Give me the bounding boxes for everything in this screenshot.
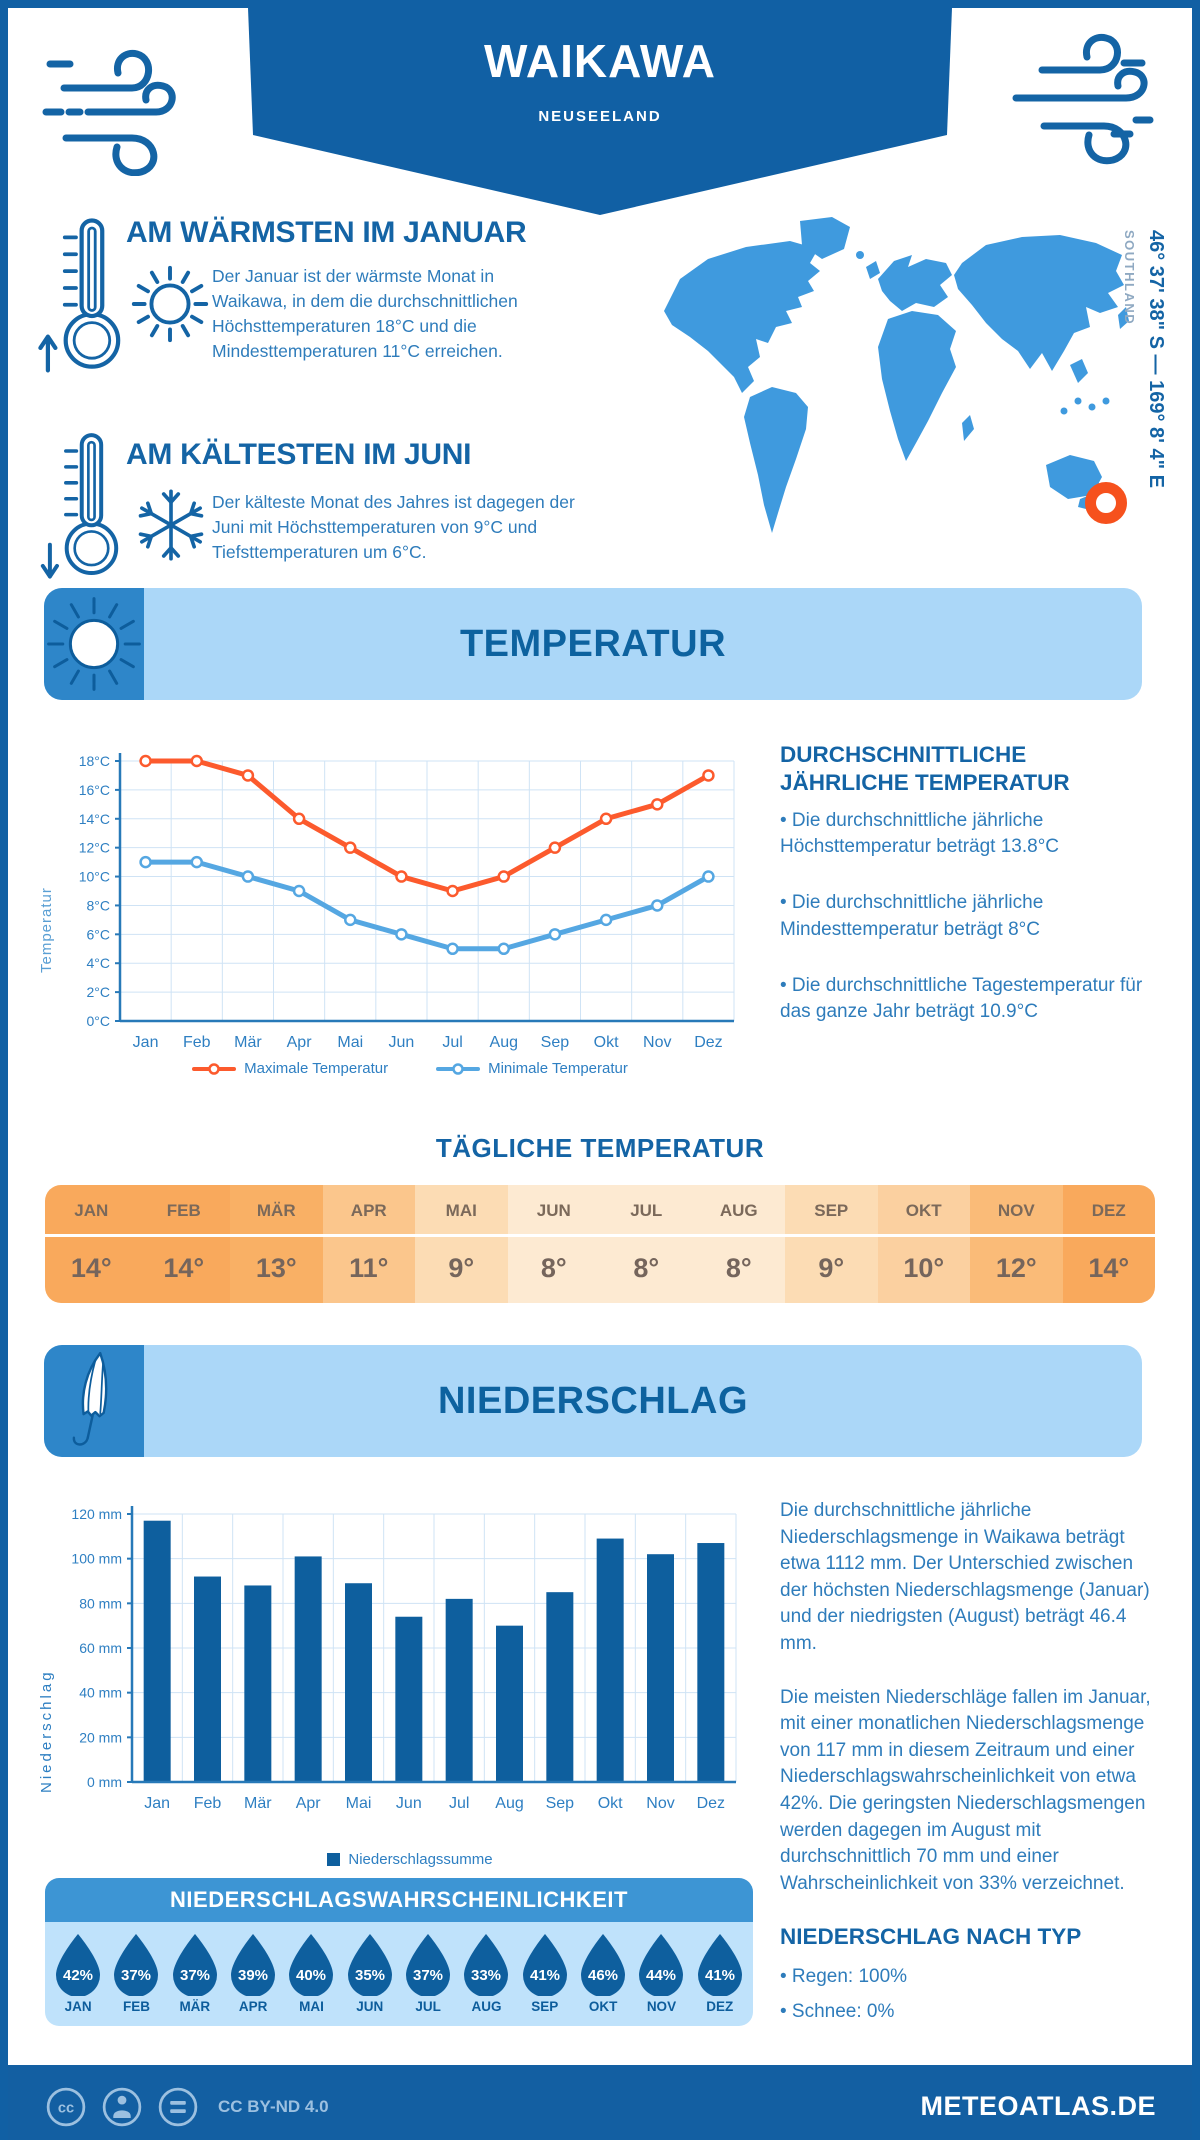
precip-paragraph: Die meisten Niederschläge fallen im Januar, mit einer monatlichen Niederschlagsmenge von 117 mm in diesem Zeitraum und einer Niederschlagswahrscheinlichkeit von etwa 42%. Die geringsten Niederschlagsmengen werden dagegen im August mit durchschnittlich 70 mm und einer Wahrscheinlichkeit von 33% verzeichnet. (780, 1686, 1151, 1894)
daily-temp-value: 8° (693, 1234, 786, 1303)
daily-temp-heading: TÄGLICHE TEMPERATUR (435, 1133, 765, 1163)
daily-temp-value: 9° (785, 1234, 878, 1303)
svg-text:Mär: Mär (234, 1034, 262, 1051)
svg-text:42%: 42% (63, 1967, 94, 1984)
daily-temp-column (508, 1185, 601, 1303)
probability-cell (224, 1932, 282, 2014)
precip-type-bullet: • Regen: 100% (780, 1966, 908, 1988)
warmest-text: Der Januar ist der wärmste Monat in Waikawa, in dem die durchschnittlichen Höchsttemperaturen 18°C und die Mindesttemperaturen 11°C erreichen. (212, 266, 518, 361)
raindrop-icon (521, 1932, 569, 1996)
svg-text:Mai: Mai (345, 1795, 372, 1812)
probability-month: JUN (356, 1999, 384, 2014)
svg-text:80 mm: 80 mm (79, 1595, 122, 1612)
svg-text:Dez: Dez (696, 1795, 726, 1812)
coldest-heading: AM KÄLTESTEN IM JUNI (126, 438, 472, 471)
legend-line-icon (192, 1062, 236, 1076)
north-america (664, 241, 820, 393)
page-subtitle: NEUSEELAND (538, 108, 662, 125)
daily-temp-month: MAI (445, 1201, 477, 1220)
raindrop-icon (112, 1932, 160, 1996)
daily-temp-column (600, 1185, 693, 1303)
thermometer-up-icon (36, 213, 131, 391)
svg-text:Mär: Mär (244, 1795, 272, 1812)
probability-month: NOV (646, 1999, 677, 2014)
annual-temp-bullets (780, 808, 1148, 1055)
svg-text:41%: 41% (704, 1967, 735, 1984)
map-coordinates: 46° 37' 38" S — 169° 8' 4" E (1145, 230, 1167, 488)
svg-text:Apr: Apr (286, 1034, 312, 1051)
svg-text:14°C: 14°C (78, 810, 110, 827)
daily-temp-column (693, 1185, 786, 1303)
svg-text:20 mm: 20 mm (79, 1729, 122, 1746)
daily-temp-column (323, 1185, 416, 1303)
svg-text:40 mm: 40 mm (79, 1684, 122, 1701)
daily-temp-month: JUL (630, 1201, 663, 1220)
svg-text:Sep: Sep (540, 1034, 570, 1051)
daily-temp-column (415, 1185, 508, 1303)
daily-temp-month: APR (350, 1201, 387, 1220)
daily-temp-value: 12° (970, 1234, 1063, 1303)
svg-text:Mai: Mai (337, 1034, 364, 1051)
legend-label: Niederschlagssumme (348, 1851, 493, 1868)
probability-cell (166, 1932, 224, 2014)
daily-temp-column (970, 1185, 1063, 1303)
raindrop-icon (404, 1932, 452, 1996)
probability-cell (691, 1932, 749, 2014)
raindrop-icon (637, 1932, 685, 1996)
probability-month: JUL (415, 1999, 441, 2014)
probability-cell (574, 1932, 632, 2014)
raindrop-icon (229, 1932, 277, 1996)
wind-icon (1008, 30, 1158, 180)
daily-temp-column (1063, 1185, 1156, 1303)
svg-text:39%: 39% (238, 1967, 269, 1984)
precip-chart-ylabel: Niederschlag (38, 1669, 55, 1793)
precipitation-banner (44, 1345, 1142, 1457)
svg-text:Feb: Feb (182, 1034, 211, 1051)
africa (878, 311, 956, 461)
probability-cell (49, 1932, 107, 2014)
daily-temp-column (230, 1185, 323, 1303)
svg-text:Okt: Okt (593, 1034, 619, 1051)
probability-cell (107, 1932, 165, 2014)
daily-temp-month: SEP (814, 1201, 849, 1220)
cc-person-icon (100, 2085, 144, 2129)
svg-text:2°C: 2°C (86, 984, 110, 1001)
annual-temp-heading: DURCHSCHNITTLICHE JÄHRLICHE TEMPERATUR (780, 742, 1070, 796)
raindrop-icon (579, 1932, 627, 1996)
world-map (650, 215, 1130, 560)
daily-temp-month: AUG (719, 1201, 758, 1220)
raindrop-icon (346, 1932, 394, 1996)
raindrop-icon (54, 1932, 102, 1996)
svg-text:16°C: 16°C (78, 781, 110, 798)
daily-temp-value: 10° (878, 1234, 971, 1303)
svg-text:Nov: Nov (643, 1034, 672, 1051)
daily-temp-column (138, 1185, 231, 1303)
svg-text:33%: 33% (471, 1967, 502, 1984)
probability-month: JAN (64, 1999, 92, 2014)
svg-text:0°C: 0°C (86, 1013, 110, 1029)
probability-month: SEP (531, 1999, 559, 2014)
daily-temp-month: JAN (74, 1201, 109, 1220)
daily-temp-value: 14° (1063, 1234, 1156, 1303)
daily-temp-column (878, 1185, 971, 1303)
probability-cell (399, 1932, 457, 2014)
annual-bullet: • Die durchschnittliche jährliche Höchsttemperatur beträgt 13.8°C (780, 810, 1060, 858)
cc-nd-icon (156, 2085, 200, 2129)
svg-text:Aug: Aug (495, 1795, 524, 1812)
daily-temp-month: FEB (166, 1201, 201, 1220)
daily-temp-value: 9° (415, 1234, 508, 1303)
daily-temp-value: 13° (230, 1234, 323, 1303)
snowflake-icon (130, 484, 212, 566)
daily-temp-value: 8° (508, 1234, 601, 1303)
svg-text:Jun: Jun (395, 1795, 422, 1812)
legend-square-icon (327, 1853, 340, 1866)
temperature-banner (44, 588, 1142, 700)
svg-text:37%: 37% (179, 1967, 210, 1984)
probability-cell (341, 1932, 399, 2014)
svg-text:10°C: 10°C (78, 868, 110, 885)
svg-text:Dez: Dez (694, 1034, 723, 1051)
daily-temp-table (45, 1185, 1155, 1303)
svg-text:Jul: Jul (442, 1034, 463, 1051)
probability-month: DEZ (706, 1999, 734, 2014)
precip-chart-legend (70, 1851, 750, 1868)
daily-temp-value: 8° (600, 1234, 693, 1303)
cc-icon (44, 2085, 88, 2129)
footer (0, 2065, 1200, 2140)
svg-text:Jun: Jun (388, 1034, 415, 1051)
annual-bullet: • Die durchschnittliche jährliche Mindesttemperatur beträgt 8°C (780, 892, 1044, 940)
temperature-line-chart (70, 735, 750, 1075)
svg-text:100 mm: 100 mm (71, 1550, 122, 1567)
svg-text:37%: 37% (413, 1967, 444, 1984)
svg-text:Aug: Aug (489, 1034, 518, 1051)
site-name: METEOATLAS.DE (920, 2091, 1156, 2121)
probability-cell (282, 1932, 340, 2014)
temp-chart-legend (70, 1060, 750, 1077)
precip-type-bullet: • Schnee: 0% (780, 2000, 895, 2022)
raindrop-icon (696, 1932, 744, 1996)
daily-temp-month: DEZ (1091, 1201, 1126, 1220)
raindrop-icon (287, 1932, 335, 1996)
svg-text:46%: 46% (588, 1967, 619, 1984)
daily-temp-month: MÄR (256, 1201, 296, 1220)
south-america (744, 387, 808, 533)
daily-temp-value: 14° (138, 1234, 231, 1303)
location-ring-icon (1091, 488, 1122, 519)
raindrop-icon (171, 1932, 219, 1996)
svg-text:8°C: 8°C (86, 897, 110, 914)
precip-probability-box (45, 1878, 753, 2026)
probability-cell (457, 1932, 515, 2014)
temperature-banner-title: TEMPERATUR (459, 623, 727, 665)
thermometer-down-icon (36, 428, 131, 596)
daily-temp-column (785, 1185, 878, 1303)
svg-text:12°C: 12°C (78, 839, 110, 856)
daily-temp-month: NOV (997, 1201, 1035, 1220)
probability-month: AUG (471, 1999, 502, 2014)
raindrop-icon (462, 1932, 510, 1996)
svg-text:Feb: Feb (193, 1795, 222, 1812)
legend-item (436, 1060, 628, 1077)
probability-month: APR (238, 1999, 268, 2014)
precipitation-text-column (780, 1498, 1158, 2034)
probability-month: MAI (299, 1999, 324, 2014)
daily-temp-month: JUN (536, 1201, 571, 1220)
svg-text:35%: 35% (354, 1967, 385, 1984)
warmest-heading: AM WÄRMSTEN IM JANUAR (126, 216, 527, 249)
precip-type-heading: NIEDERSCHLAG NACH TYP (780, 1924, 1082, 1950)
svg-text:0 mm: 0 mm (87, 1774, 122, 1790)
precip-probability-title: NIEDERSCHLAGSWAHRSCHEINLICHKEIT (45, 1878, 753, 1922)
svg-text:37%: 37% (121, 1967, 152, 1984)
probability-cell (632, 1932, 690, 2014)
svg-text:18°C: 18°C (78, 753, 110, 769)
legend-line-icon (436, 1062, 480, 1076)
probability-cell (516, 1932, 574, 2014)
svg-text:60 mm: 60 mm (79, 1640, 122, 1656)
europe (878, 255, 952, 311)
probability-month: OKT (588, 1999, 618, 2014)
legend-item (192, 1060, 388, 1077)
license-block (44, 2085, 329, 2129)
license-text: CC BY-ND 4.0 (218, 2096, 329, 2116)
probability-month: FEB (122, 1999, 150, 2014)
svg-text:Apr: Apr (295, 1795, 321, 1812)
svg-text:44%: 44% (646, 1967, 677, 1984)
svg-text:120 mm: 120 mm (71, 1506, 122, 1522)
daily-temp-value: 14° (45, 1234, 138, 1303)
coldest-text: Der kälteste Monat des Jahres ist dagegen der Juni mit Höchsttemperaturen von 9°C und Tiefsttemperaturen um 6°C. (212, 492, 575, 562)
asia (954, 235, 1124, 371)
svg-text:Jan: Jan (144, 1795, 171, 1812)
probability-month: MÄR (179, 1999, 211, 2014)
svg-text:6°C: 6°C (86, 926, 110, 943)
page-title: WAIKAWA (484, 35, 716, 87)
daily-temp-column (45, 1185, 138, 1303)
daily-temp-value: 11° (323, 1234, 416, 1303)
svg-text:Okt: Okt (597, 1795, 623, 1812)
sun-icon (126, 260, 214, 348)
wind-icon (36, 26, 186, 176)
precip-paragraph: Die durchschnittliche jährliche Niederschlagsmenge in Waikawa beträgt etwa 1112 mm. Der Unterschied zwischen der höchsten Niederschlagsmenge (Januar) und der niedrigsten (August) beträgt 46.4 mm. (780, 1500, 1150, 1654)
annual-bullet: • Die durchschnittliche Tagestemperatur für das ganze Jahr beträgt 10.9°C (780, 974, 1143, 1023)
svg-text:Nov: Nov (646, 1795, 675, 1812)
temp-chart-ylabel: Temperatur (38, 887, 55, 973)
precipitation-banner-title: NIEDERSCHLAG (437, 1380, 749, 1422)
svg-text:Jul: Jul (448, 1795, 470, 1812)
svg-text:41%: 41% (529, 1967, 560, 1984)
svg-text:cc: cc (57, 2100, 75, 2116)
svg-text:4°C: 4°C (86, 955, 110, 972)
map-region-label: SOUTHLAND (1122, 230, 1137, 326)
daily-temp-month: OKT (905, 1201, 942, 1220)
svg-text:Jan: Jan (132, 1034, 159, 1051)
legend-label: Minimale Temperatur (488, 1060, 628, 1077)
precip-probability-drops (45, 1922, 753, 2026)
svg-text:40%: 40% (296, 1967, 327, 1984)
legend-label: Maximale Temperatur (244, 1060, 389, 1077)
precipitation-bar-chart (70, 1490, 750, 1840)
svg-text:Sep: Sep (545, 1795, 575, 1812)
